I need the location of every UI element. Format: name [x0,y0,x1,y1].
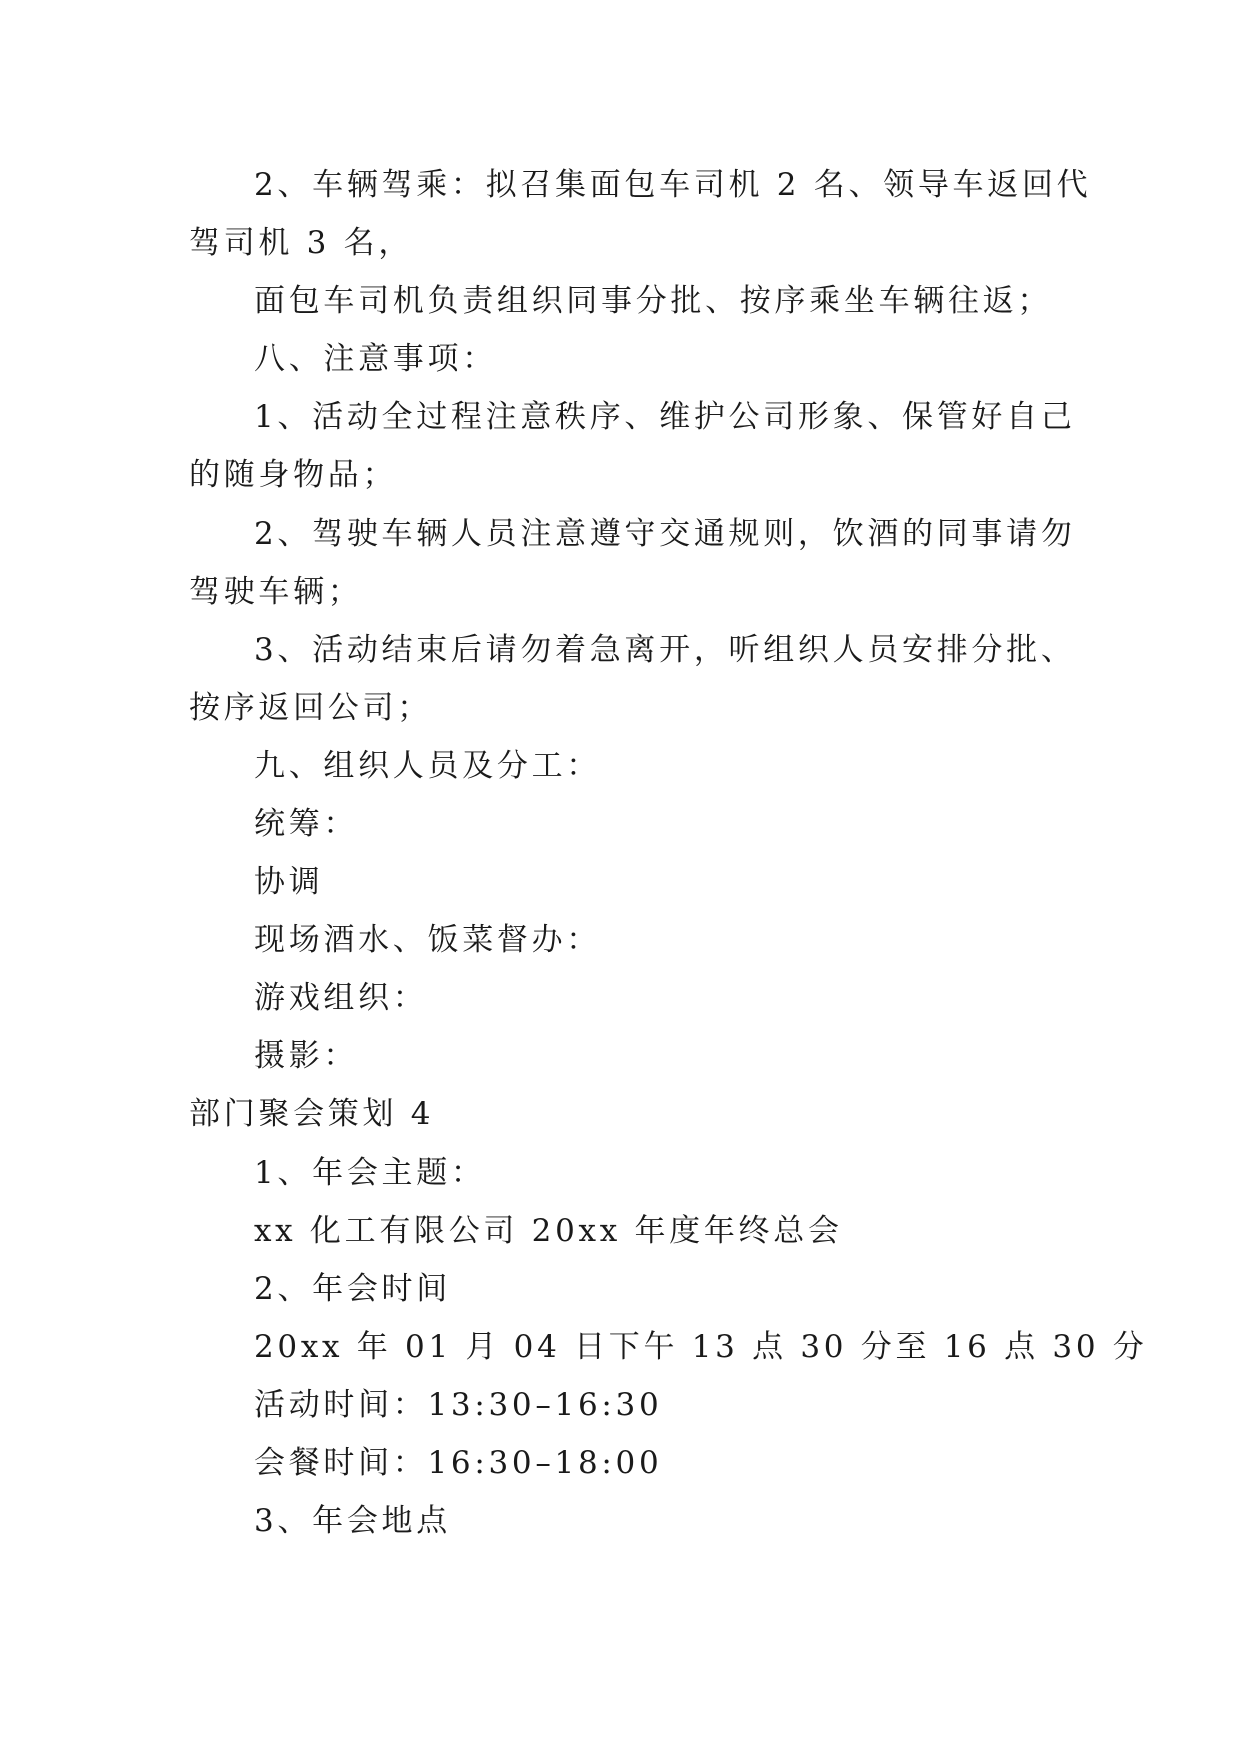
section-heading: 1、年会主题： [254,1155,486,1191]
text-line: 3、活动结束后请勿着急离开，听组织人员安排分批、 [254,632,1076,668]
text-line: 驾驶车辆； [189,574,363,610]
text-line: 的随身物品； [189,457,398,493]
text-line: 活动时间：13:30–16:30 [254,1387,663,1423]
text-line: 摄影： [254,1038,359,1074]
text-line: 2、驾驶车辆人员注意遵守交通规则，饮酒的同事请勿 [254,516,1076,552]
text-line: 驾司机 3 名， [189,225,414,261]
text-line: 现场酒水、饭菜督办： [254,922,601,958]
document-title: 部门聚会策划 4 [189,1096,435,1132]
text-line: 20xx 年 01 月 04 日下午 13 点 30 分至 16 点 30 分 [254,1329,1148,1365]
section-heading: 3、年会地点 [254,1503,451,1539]
text-line: 面包车司机负责组织同事分批、按序乘坐车辆往返； [254,283,1053,319]
text-line: 1、活动全过程注意秩序、维护公司形象、保管好自己 [254,399,1076,435]
text-line: 按序返回公司； [189,690,432,726]
text-line: 游戏组织： [254,980,428,1016]
section-heading: 九、组织人员及分工： [254,748,601,784]
text-line: 会餐时间：16:30–18:00 [254,1445,663,1481]
text-line: 2、车辆驾乘：拟召集面包车司机 2 名、领导车返回代 [254,167,1092,203]
section-heading: 八、注意事项： [254,341,497,377]
text-line: 统筹： [254,806,359,842]
section-heading: 2、年会时间 [254,1271,451,1307]
text-line: xx 化工有限公司 20xx 年度年终总会 [254,1213,843,1249]
text-line: 协调 [254,864,324,900]
